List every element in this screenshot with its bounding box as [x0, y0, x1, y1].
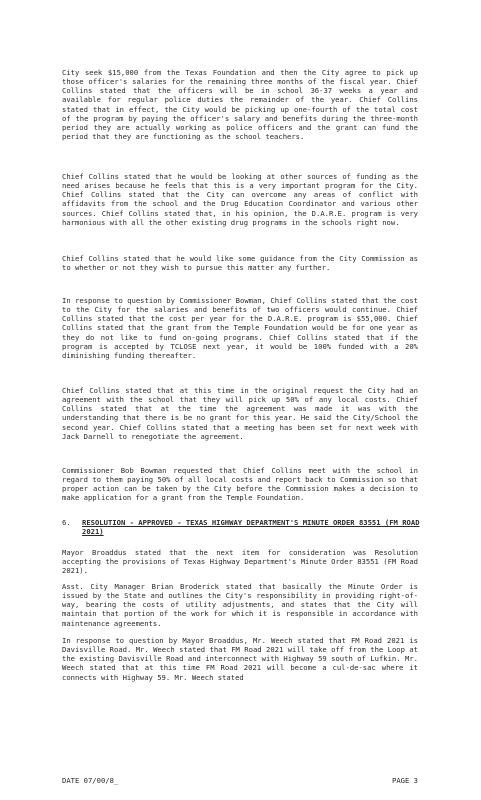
footer-date: DATE 07/00/8_ [62, 776, 119, 785]
paragraph-minute-order: Asst. City Manager Brian Broderick stated that basically the Minute Order is issued by the State and outlines the City's responsibility in providing right-of-way, bearing the costs of utility adjustments, and states that the City will maintain that portion of the work for which it is responsible in accordance with maintenance agreements. [62, 582, 418, 628]
paragraph-mayor-item: Mayor Broaddus stated that the next item for consideration was Resolution accepting the provisions of Texas Highway Department's Minute Order 83551 (FM Road 2021). [62, 548, 418, 576]
paragraph-bowman-question: In response to question by Commissioner Bowman, Chief Collins stated that the cost to the City for the salaries and benefits of two officers would continue. Chief Collins stated that the cost per year for the D.A.R.E. program is $55,000. Chief Collins stated that the grant from the Temple Foundation would be for one year as they do not like to fund on-going programs. Chief Collins stated that if the program is accepted by TCLOSE next year, it would be 100% funded with a 20% diminishing funding thereafter. [62, 296, 418, 360]
section-title: RESOLUTION - APPROVED - TEXAS HIGHWAY DEPARTMENT'S MINUTE ORDER 83551 (FM ROAD 2021) [82, 518, 420, 537]
paragraph-bowman-request: Commissioner Bob Bowman requested that Chief Collins meet with the school in regard to them paying 50% of all local costs and report back to Commission so that proper action can be taken by the City before the Commission makes a decision to make application for a grant from the Temple Foundation. [62, 466, 418, 503]
paragraph-grant-funding: City seek $15,000 from the Texas Foundation and then the City agree to pick up those officer's salaries for the remaining three months of the fiscal year. Chief Collins stated that the officers will be in school 36-37 weeks a year and available for regular police duties the remainder of the year. Chief Collins stated that in effect, the City would be picking up one-fourth of the total cost of the program by paying the officer's salary and benefits during the three-month period they are actually working as police officers and the grant can fund the period that they are functioning as the school teachers. [62, 68, 418, 142]
footer-page-number: PAGE 3 [392, 776, 418, 785]
paragraph-guidance: Chief Collins stated that he would like some guidance from the City Commission as to whether or not they wish to pursue this matter any further. [62, 254, 418, 273]
paragraph-other-funding: Chief Collins stated that he would be looking at other sources of funding as the need arises because he feels that this is a very important program for the City. Chief Collins stated that the City can overcome any areas of conflict with affidavits from the school and the Drug Education Coordinator and various other sources. Chief Collins stated that, in his opinion, the D.A.R.E. program is very harmonious with all the other existing drug programs in the schools right now. [62, 172, 418, 227]
paragraph-agreement: Chief Collins stated that at this time in the original request the City had an agreement with the school that they will pick up 50% of any local costs. Chief Collins stated that at the time the agreement was made it was with the understanding that there is be no grant for this year. He said the City/School the second year. Chief Collins stated that a meeting has been set for next week with Jack Darnell to renegotiate the agreement. [62, 386, 418, 441]
section-number: 6. [62, 518, 71, 527]
paragraph-fm-road: In response to question by Mayor Broaddus, Mr. Weech stated that FM Road 2021 is Davisville Road. Mr. Weech stated that FM Road 2021 will take off from the Loop at the existing Davisville Road and interconnect with Highway 59 south of Lufkin. Mr. Weech stated that at this time FM Road 2021 will become a cul-de-sac where it connects with Highway 59. Mr. Weech stated [62, 636, 418, 682]
